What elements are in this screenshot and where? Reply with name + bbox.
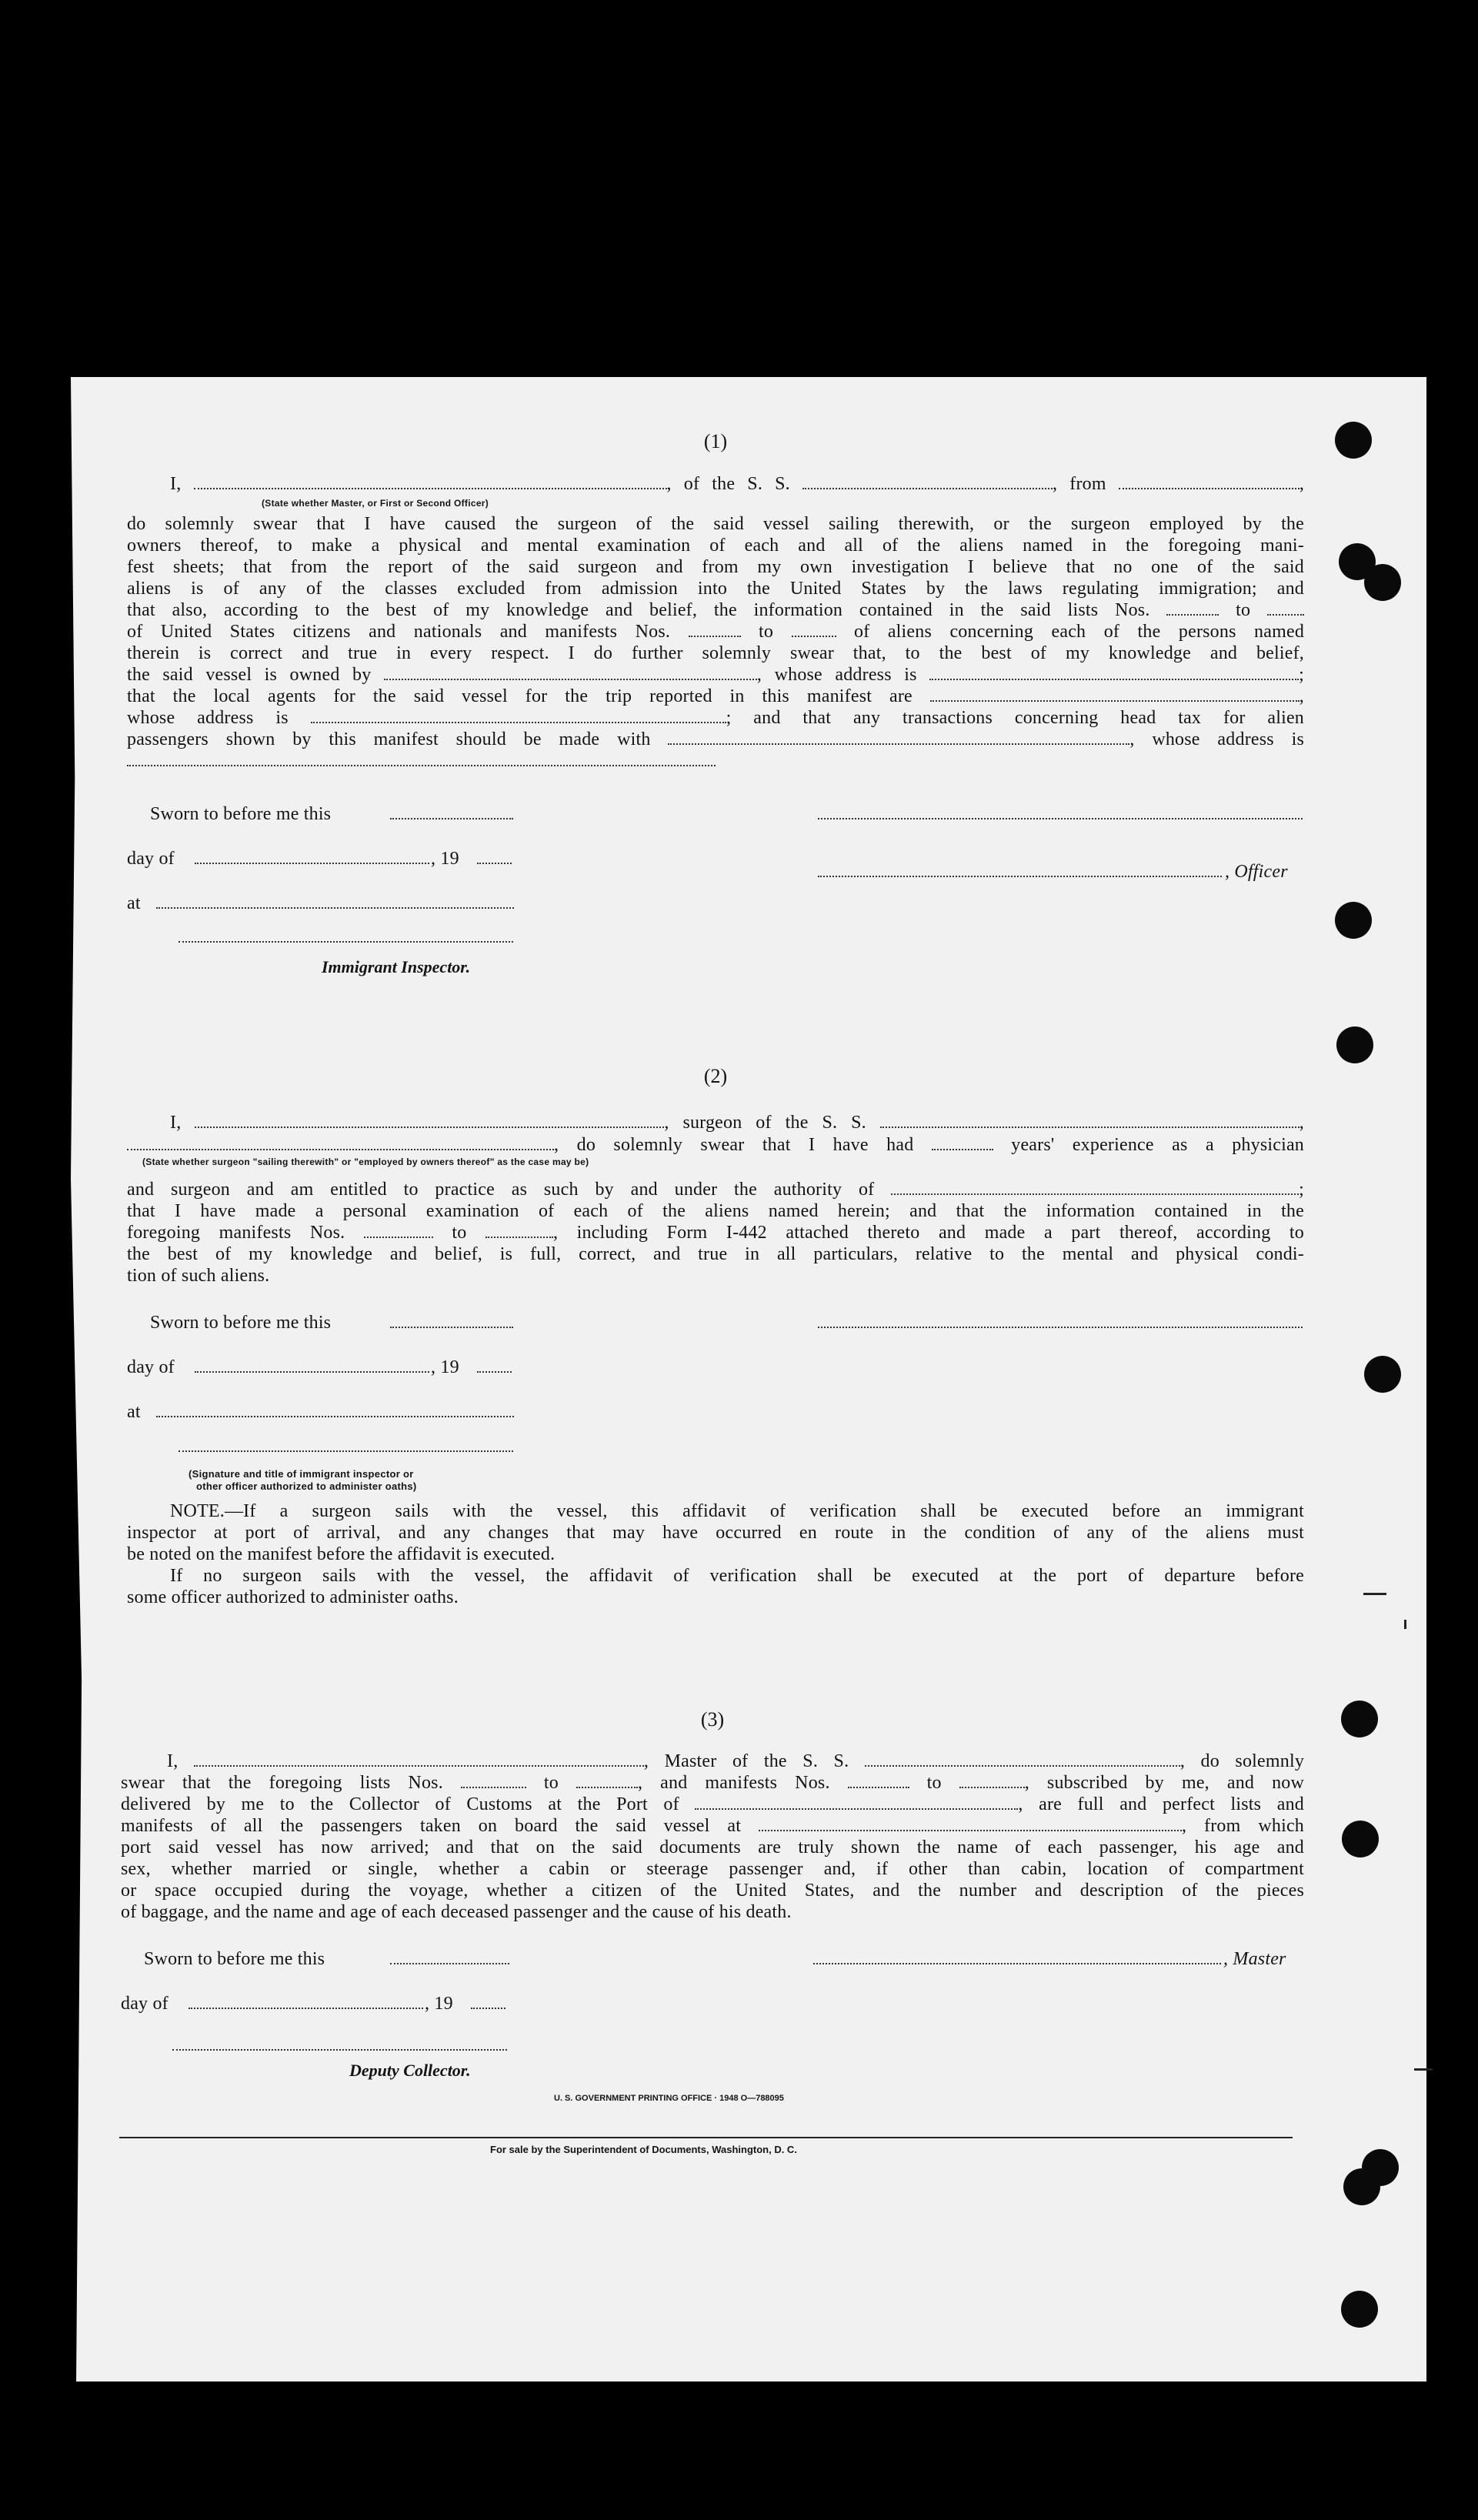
oath-text-line: or space occupied during the voyage, whether a citizen of the United States, and the number and description of the pieces <box>121 1881 1304 1901</box>
oath-text-line: , do solemnly swear that I have had years' experience as a physician <box>127 1135 1304 1156</box>
punch-hole <box>1343 2168 1380 2205</box>
owner-address-blank[interactable] <box>929 665 1299 680</box>
oath-text-line: foregoing manifests Nos. to , including Form I-442 attached thereto and made a part thereof, according to <box>127 1223 1304 1243</box>
embarkation-port-blank[interactable] <box>759 1816 1182 1831</box>
oath-text-line: that also, according to the best of my knowledge and belief, the information contained in the said lists Nos. to <box>127 600 1304 621</box>
section-number: (2) <box>703 1065 728 1087</box>
oath-text-line: of baggage, and the name and age of each deceased passenger and the cause of his death. <box>121 1902 792 1922</box>
oath-opening-line: I, , of the S. S. , from , <box>170 474 1305 494</box>
oath-text-line: fest sheets; that from the report of the said surgeon and from my own investigation I believe that no one of the said <box>127 557 1304 577</box>
oath-text-line: the said vessel is owned by , whose address is ; <box>127 665 1305 685</box>
ink-speck <box>1414 2068 1433 2071</box>
oath-opening-line: I, , surgeon of the S. S. , <box>170 1113 1304 1133</box>
oath-text-line: therein is correct and true in every respect. I do further solemnly swear that, to the best of my knowledge and belief, <box>127 643 1304 663</box>
head-tax-party-blank[interactable] <box>668 729 1129 745</box>
signature-instruction: (Signature and title of immigrant inspector or <box>189 1468 414 1480</box>
master-signature-blank[interactable] <box>813 1949 1221 1970</box>
at-label: at <box>127 1402 141 1422</box>
lists-to-blank[interactable] <box>1267 600 1304 616</box>
punch-hole <box>1336 1026 1373 1063</box>
section-3-master-oath <box>121 1708 1304 2078</box>
inspector-signature-blank[interactable] <box>178 1437 513 1457</box>
immigrant-inspector-label: Immigrant Inspector. <box>322 957 471 976</box>
section-number: (1) <box>703 430 728 452</box>
year-label: , 19 <box>431 1357 459 1377</box>
oath-text-line: whose address is ; and that any transactions concerning head tax for alien <box>127 708 1304 728</box>
collector-signature-blank[interactable] <box>172 2035 507 2056</box>
punch-hole <box>1342 1821 1379 1857</box>
sale-notice: For sale by the Superintendent of Documents, Washington, D. C. <box>490 2144 797 2155</box>
note-line: inspector at port of arrival, and any changes that may have occurred en route in the condition of any of the aliens must <box>127 1523 1304 1543</box>
note-line: If no surgeon sails with the vessel, the affidavit of verification shall be executed at the port of departure before <box>170 1566 1304 1586</box>
licensing-authority-blank[interactable] <box>891 1180 1299 1195</box>
master-name-blank[interactable] <box>194 1751 644 1767</box>
note-line: some officer authorized to administer oaths. <box>127 1587 459 1607</box>
port-blank[interactable] <box>695 1794 1018 1810</box>
signature-instruction: other officer authorized to administer oaths) <box>196 1480 417 1492</box>
oath-text-line: do solemnly swear that I have caused the surgeon of the said vessel sailing therewith, or the surgeon employed by the <box>127 514 1304 534</box>
oath-text-line: swear that the foregoing lists Nos. to , and manifests Nos. to , subscribed by me, and now <box>121 1773 1305 1793</box>
place-blank[interactable] <box>156 1402 514 1423</box>
note-line: be noted on the manifest before the affidavit is executed. <box>127 1544 556 1564</box>
manifests-to-blank[interactable] <box>959 1773 1025 1788</box>
oath-text-line: of United States citizens and nationals and manifests Nos. to of aliens concerning each of the persons named <box>127 622 1305 642</box>
inspector-signature-blank[interactable] <box>178 927 513 948</box>
oath-text-line: sex, whether married or single, whether a cabin or steerage passenger and, if other than cabin, location of compartment <box>121 1859 1304 1879</box>
oath-text-line: passengers shown by this manifest should be made with , whose address is <box>127 729 1305 749</box>
manifests-to-blank[interactable] <box>485 1223 553 1238</box>
oath-text-line: manifests of all the passengers taken on board the said vessel at , from which <box>121 1816 1304 1836</box>
printing-office-imprint: U. S. GOVERNMENT PRINTING OFFICE · 1948 O—788095 <box>554 2094 784 2103</box>
officer-blank[interactable] <box>818 862 1222 883</box>
year-label: , 19 <box>431 849 459 869</box>
oath-text-line: owners thereof, to make a physical and mental examination of each and all of the aliens named in the foregoing mani- <box>127 536 1304 556</box>
lists-from-blank[interactable] <box>461 1773 526 1788</box>
punch-hole <box>1341 2291 1378 2328</box>
oath-text-line: that I have made a personal examination of each of the aliens named herein; and that the information contained in the <box>127 1201 1304 1221</box>
manifests-from-blank[interactable] <box>689 622 741 637</box>
year-blank[interactable] <box>471 1994 505 2014</box>
manifests-to-blank[interactable] <box>792 622 836 637</box>
day-of-label: day of <box>127 1357 175 1377</box>
oath-text-line: and surgeon and am entitled to practice as such by and under the authority of ; <box>127 1180 1305 1200</box>
lists-from-blank[interactable] <box>1166 600 1219 616</box>
oath-text-line: port said vessel has now arrived; and that on the said documents are truly shown the name of each passenger, his age and <box>121 1837 1304 1857</box>
year-blank[interactable] <box>477 849 512 869</box>
sworn-date-blank[interactable] <box>390 1313 513 1333</box>
signature-blank[interactable] <box>818 1313 1303 1333</box>
deputy-collector-label: Deputy Collector. <box>349 2061 471 2080</box>
lists-to-blank[interactable] <box>576 1773 638 1788</box>
month-blank[interactable] <box>195 1357 429 1378</box>
punch-hole <box>1364 1356 1401 1393</box>
day-of-label: day of <box>121 1994 168 2014</box>
oath-text-line: tion of such aliens. <box>127 1266 270 1286</box>
oath-opening-line: I, , Master of the S. S. , do solemnly <box>167 1751 1305 1771</box>
surgeon-name-blank[interactable] <box>195 1113 664 1128</box>
years-experience-blank[interactable] <box>932 1135 993 1150</box>
origin-port-blank[interactable] <box>1119 474 1300 489</box>
oath-text-line: aliens is of any of the classes excluded from admission into the United States by the laws regulating immigration; and <box>127 579 1304 599</box>
punch-hole <box>1341 1701 1378 1737</box>
punch-hole <box>1335 422 1372 459</box>
sworn-date-blank[interactable] <box>390 1949 509 1970</box>
sworn-label: Sworn to before me this <box>144 1949 325 1969</box>
year-label: , 19 <box>425 1994 453 2014</box>
vessel-name-blank[interactable] <box>802 474 1053 489</box>
punch-hole <box>1364 564 1401 601</box>
punch-hole <box>1335 902 1372 939</box>
master-label: , Master <box>1223 1949 1286 1969</box>
rank-instruction: (State whether Master, or First or Second Officer) <box>262 498 489 509</box>
ink-speck <box>1404 1620 1406 1629</box>
oath-text-line: delivered by me to the Collector of Customs at the Port of , are full and perfect lists and <box>121 1794 1304 1814</box>
month-blank[interactable] <box>195 849 429 869</box>
place-blank[interactable] <box>156 893 514 914</box>
vessel-name-blank[interactable] <box>880 1113 1300 1128</box>
footer-rule <box>119 2137 1293 2138</box>
surgeon-status-blank[interactable] <box>127 1135 554 1150</box>
officer-label: , Officer <box>1225 862 1288 882</box>
sworn-label: Sworn to before me this <box>150 1313 332 1333</box>
section-1-master-oath <box>127 427 1304 981</box>
sworn-label: Sworn to before me this <box>150 804 332 824</box>
vessel-name-blank[interactable] <box>865 1751 1180 1767</box>
month-blank[interactable] <box>189 1994 423 2014</box>
section-number: (3) <box>700 1708 725 1731</box>
agents-address-blank[interactable] <box>311 708 726 723</box>
sworn-date-blank[interactable] <box>390 804 513 825</box>
section-2-surgeon-oath <box>127 1065 1304 1619</box>
day-of-label: day of <box>127 849 175 869</box>
oath-text-line: the best of my knowledge and belief, is full, correct, and true in all particulars, relative to the mental and physical condi- <box>127 1244 1304 1264</box>
signature-blank[interactable] <box>818 804 1303 825</box>
head-tax-address-blank[interactable] <box>127 751 716 772</box>
manifests-from-blank[interactable] <box>364 1223 433 1238</box>
ink-speck <box>1363 1593 1386 1595</box>
status-instruction: (State whether surgeon "sailing therewith" or "employed by owners thereof" as the case may be) <box>142 1157 589 1167</box>
year-blank[interactable] <box>477 1357 512 1378</box>
manifests-from-blank[interactable] <box>848 1773 909 1788</box>
officer-rank-blank[interactable] <box>194 474 667 489</box>
note-line: NOTE.—If a surgeon sails with the vessel, this affidavit of verification shall be executed before an immigrant <box>170 1501 1304 1521</box>
local-agents-blank[interactable] <box>930 686 1300 702</box>
owner-blank[interactable] <box>384 665 757 680</box>
oath-text-line: that the local agents for the said vessel for the trip reported in this manifest are , <box>127 686 1304 706</box>
at-label: at <box>127 893 141 913</box>
